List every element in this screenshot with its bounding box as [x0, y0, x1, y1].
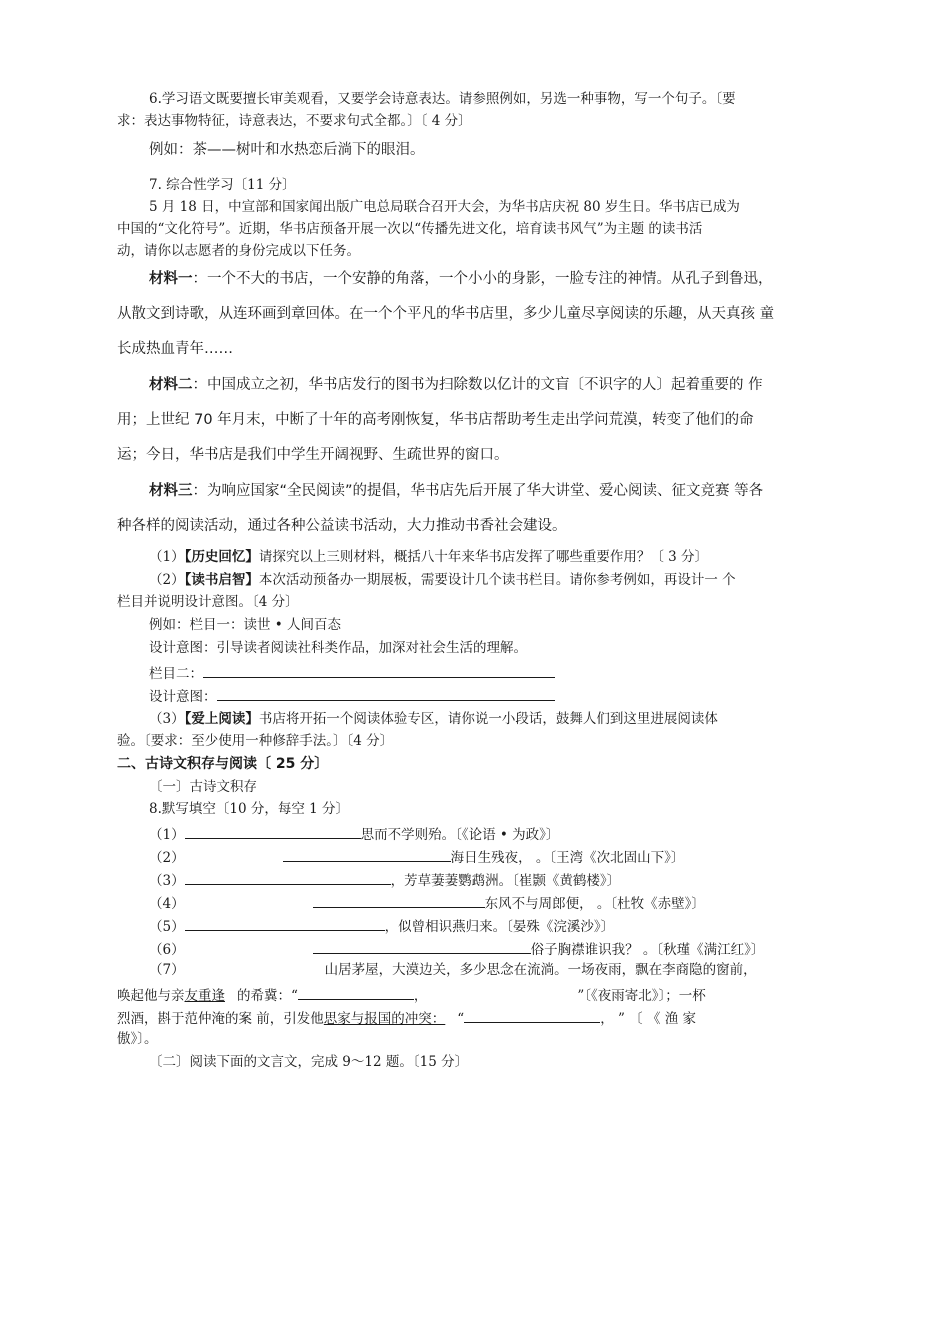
subq-1: （1）【历史回忆】请探究以上三则材料，概括八十年来华书店发挥了哪些重要作用？〔 3 分〕	[149, 549, 709, 565]
q6-line2: 求：表达事物特征，诗意表达，不要求句式全都。〕〔 4 分〕	[117, 113, 472, 129]
q7-intro-line2: 中国的“文化符号”。近期，华书店预备开展一次以“传播先进文化，培育读书风气”为主题 的读书活	[117, 221, 703, 237]
intent-2-label: 设计意图：	[149, 689, 217, 705]
material-1-line1: 材料一：一个不大的书店，一个安静的角落，一个小小的身影，一脸专注的神情。从孔子到鲁迅，	[149, 271, 773, 287]
section-2-title: 二、古诗文积存与阅读〔 25 分〕	[117, 756, 329, 772]
fill-2: （2） 海日生残夜， 。〔王湾《次北固山下》〕	[149, 846, 684, 867]
fill-5-blank[interactable]	[185, 915, 385, 931]
material-1-line3: 长成热血青年……	[117, 341, 233, 357]
fill-3-blank[interactable]	[185, 869, 391, 885]
fill-7-line2: 唤起他与亲友重逢 的希冀：“ ， ”〔《夜雨寄北》〕；一杯	[117, 984, 706, 1005]
material-2-line2: 用；上世纪 70 年月末，中断了十年的高考刚恢复，华书店帮助考生走出学问荒漠，转变了他们的命	[117, 412, 754, 428]
fill-1-blank[interactable]	[185, 823, 361, 839]
fill-7-blank-2[interactable]	[427, 984, 577, 1000]
fill-7-line3: 烈酒，斟于范仲淹的案 前，引发他思家与报国的冲突： “ ， ” 〔 《 渔 家	[117, 1007, 696, 1028]
subq-3: （3）【爱上阅读】书店将开拓一个阅读体验专区，请你说一小段话，鼓舞人们到这里进展阅读体	[149, 711, 718, 727]
material-3-label: 材料三	[149, 483, 193, 499]
section-2-sub1: 〔一〕古诗文积存	[149, 779, 257, 795]
subq-2-line2: 栏目并说明设计意图。〔4 分〕	[117, 594, 299, 610]
subq-3-tag: 【爱上阅读】	[184, 711, 259, 727]
subq-3-line2: 验。〔要求：至少使用一种修辞手法。〕〔4 分〕	[117, 733, 394, 749]
fill-7-blank-3[interactable]	[464, 1007, 600, 1023]
fill-4: （4） 东风不与周郎便， 。〔杜牧《赤壁》〕	[149, 892, 705, 913]
fill-3: （3） ，芳草萋萋鹦鹉洲。〔崔颢《黄鹤楼》〕	[149, 869, 620, 890]
column-2-label: 栏目二：	[149, 666, 203, 682]
material-2-line3: 运；今日，华书店是我们中学生开阔视野、生疏世界的窗口。	[117, 447, 509, 463]
subq-2: （2）【读书启智】本次活动预备办一期展板，需要设计几个读书栏目。请你参考例如，再设计一 个	[149, 572, 736, 588]
column-2-row	[149, 662, 555, 683]
material-1-label: 材料一	[149, 271, 193, 287]
fill-6-blank[interactable]	[313, 938, 531, 954]
material-3-line2: 种各样的阅读活动，通过各种公益读书活动，大力推动书香社会建设。	[117, 518, 567, 534]
q7-intro-line3: 动，请你以志愿者的身份完成以下任务。	[117, 243, 360, 259]
q8-title: 8.默写填空〔10 分，每空 1 分〕	[149, 801, 350, 817]
q6-example: 例如：茶——树叶和水热恋后淌下的眼泪。	[149, 142, 425, 158]
material-2-label: 材料二	[149, 377, 193, 393]
fill-7-blank-1[interactable]	[298, 984, 414, 1000]
fill-7-line4: 傲》〕。	[117, 1031, 158, 1047]
fill-5: （5） ，似曾相识燕归来。〔晏殊《浣溪沙》〕	[149, 915, 614, 936]
fill-6: （6） 俗子胸襟谁识我？ 。〔秋瑾《满江红》〕	[149, 938, 764, 959]
material-2-line1: 材料二：中国成立之初，华书店发行的图书为扫除数以亿计的文盲〔不识字的人〕起着重要的 作	[149, 377, 763, 393]
material-1-line2: 从散文到诗歌，从连环画到章回体。在一个个平凡的华书店里，多少儿童尽享阅读的乐趣，从天真孩 童	[117, 306, 775, 322]
fill-7-line1: （7） 山居茅屋，大漠边关，多少思念在流淌。一场夜雨，飘在李商隐的窗前，	[149, 962, 757, 978]
intent-2-blank[interactable]	[217, 685, 555, 701]
section-2-sub2: 〔二〕阅读下面的文言文，完成 9～12 题。〔15 分〕	[149, 1054, 469, 1070]
subq-1-tag: 【历史回忆】	[184, 549, 259, 565]
subq-2-intent: 设计意图：引导读者阅读社科类作品，加深对社会生活的理解。	[149, 640, 527, 656]
column-2-blank[interactable]	[203, 662, 555, 678]
subq-2-example: 例如：栏目一：读世 • 人间百态	[149, 617, 342, 633]
q7-title: 7. 综合性学习〔11 分〕	[149, 177, 296, 193]
fill-1: （1） 思而不学则殆。〔《论语 • 为政》〕	[149, 823, 559, 844]
material-3-line1: 材料三：为响应国家“全民阅读”的提倡，华书店先后开展了华大讲堂、爱心阅读、征文竞赛 等各	[149, 483, 764, 499]
q6-line1: 6.学习语文既要擅长审美观看，又要学会诗意表达。请参照例如，另选一种事物，写一个句子。〔要	[149, 91, 736, 107]
subq-2-tag: 【读书启智】	[184, 572, 259, 588]
intent-2-row	[149, 685, 555, 706]
fill-4-blank[interactable]	[313, 892, 485, 908]
fill-2-blank[interactable]	[283, 846, 451, 862]
q7-intro-line1: 5 月 18 日，中宣部和国家闻出版广电总局联合召开大会，为华书店庆祝 80 岁生日。华书店已成为	[149, 199, 740, 215]
